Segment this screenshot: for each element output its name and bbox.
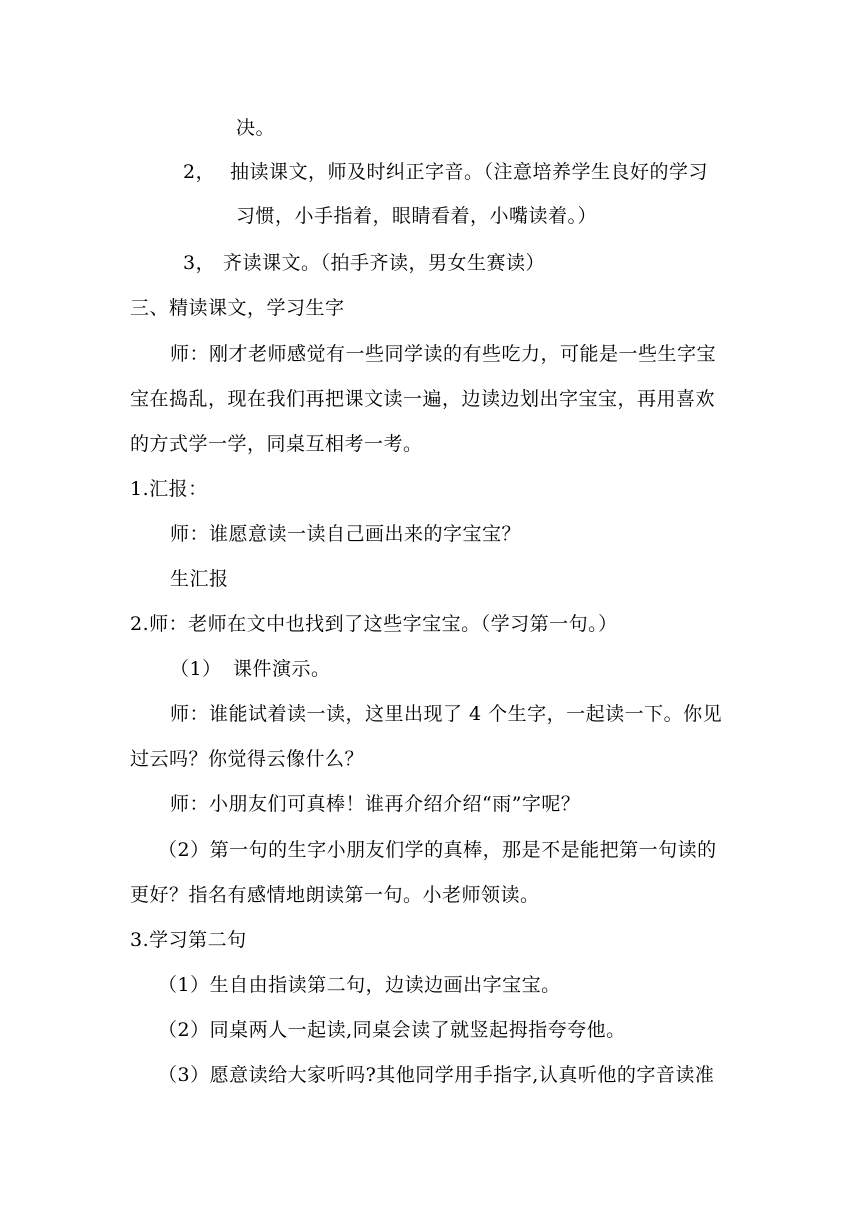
text-line [158, 1063, 714, 1087]
text-line [170, 792, 580, 816]
text-line [130, 883, 540, 907]
line-text: 课件演示。 [233, 658, 331, 680]
line-text: （1）生自由指读第二句，边读边画出字宝宝。 [158, 974, 561, 996]
line-text: 更好？指名有感情地朗读第一句。小老师领读。 [130, 884, 540, 906]
text-line [158, 1018, 626, 1042]
list-number: （1） [170, 658, 222, 680]
text-line [236, 204, 597, 228]
text-line [130, 387, 715, 411]
text-line [170, 342, 716, 366]
line-text: 抽读课文，师及时纠正字音。（注意培养学生良好的学习 [230, 161, 709, 183]
line-text: 师：谁能试着读一读，这里出现了 4 个生字，一起读一下。你见 [170, 703, 723, 725]
line-text: 师：小朋友们可真棒！谁再介绍介绍“雨”字呢？ [170, 793, 581, 815]
text-line [130, 747, 364, 771]
text-line [130, 477, 208, 501]
line-text: 决。 [236, 117, 276, 139]
text-line [158, 973, 561, 997]
text-line [170, 657, 331, 681]
list-number: 3， [183, 252, 216, 274]
line-text: 习惯，小手指着，眼睛看着，小嘴读着。） [236, 205, 598, 227]
line-text: （3）愿意读给大家听吗?其他同学用手指字,认真听他的字音读准 [158, 1064, 715, 1086]
section-heading [130, 296, 345, 320]
line-text: （2）同桌两人一起读,同桌会读了就竖起拇指夸夸他。 [158, 1019, 626, 1041]
list-number: 2， [183, 161, 216, 183]
line-text: 1.汇报： [130, 478, 208, 500]
text-line [236, 116, 275, 140]
text-line [170, 702, 722, 726]
line-text: 的方式学一学，同桌互相考一考。 [130, 433, 423, 455]
line-text: 师：刚才老师感觉有一些同学读的有些吃力，可能是一些生字宝 [170, 343, 717, 365]
line-text: （2）第一句的生字小朋友们学的真棒，那是不是能把第一句读的 [158, 839, 717, 861]
line-text: 宝在捣乱，现在我们再把课文读一遍，边读边划出字宝宝，再用喜欢 [130, 388, 716, 410]
text-line [158, 838, 717, 862]
text-line [170, 567, 229, 591]
text-line [130, 612, 618, 636]
line-text: 师：谁愿意读一读自己画出来的字宝宝？ [170, 523, 522, 545]
text-line [130, 432, 423, 456]
text-line [183, 251, 545, 275]
text-line [130, 928, 247, 952]
line-text: 生汇报 [170, 568, 229, 590]
line-text: 2.师：老师在文中也找到了这些字宝宝。（学习第一句。） [130, 613, 618, 635]
line-text: 三、精读课文，学习生字 [130, 297, 345, 319]
line-text: 3.学习第二句 [130, 929, 247, 951]
line-text: 齐读课文。（拍手齐读，男女生赛读） [223, 252, 546, 274]
text-line [183, 160, 708, 184]
line-text: 过云吗？你觉得云像什么？ [130, 748, 365, 770]
text-line [170, 522, 521, 546]
